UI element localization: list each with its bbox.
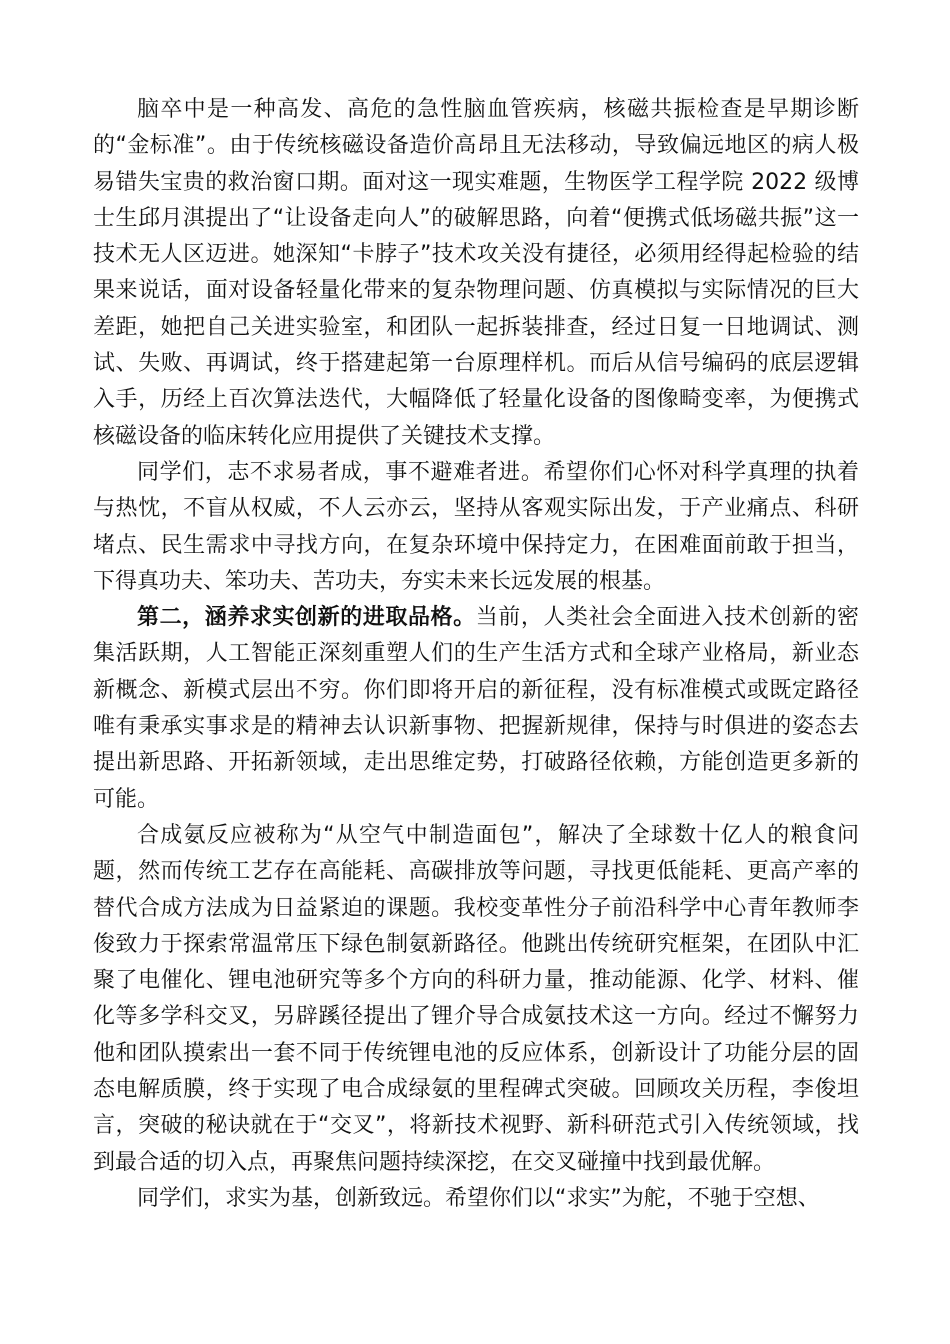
paragraph-students-exhortation-2 [93, 1181, 859, 1217]
paragraph-students-exhortation-1 [93, 455, 859, 600]
paragraph-stroke-mri [93, 92, 859, 455]
paragraph-text: 合成氨反应被称为“从空气中制造面包”，解决了全球数十亿人的粮食问题，然而传统工艺存在高能耗、高碳排放等问题，寻找更低能耗、更高产率的替代合成方法成为日益紧迫的课题。我校变革性分子前沿科学中心青年教师李俊致力于探索常温常压下绿色制氨新路径。他跳出传统研究框架，在团队中汇聚了电催化、锂电池研究等多个方向的科研力量，推动能源、化学、材料、催化等多学科交叉，另辟蹊径提出了锂介导合成氨技术这一方向。经过不懈努力他和团队摸索出一套不同于传统锂电池的反应体系，创新设计了功能分层的固态电解质膜，终于实现了电合成绿氨的里程碑式突破。回顾攻关历程，李俊坦言，突破的秘诀就在于“交叉”，将新技术视野、新科研范式引入传统领域，找到最合适的切入点，再聚焦问题持续深挖，在交叉碰撞中找到最优解。 [93, 822, 859, 1175]
document-body [93, 92, 859, 1217]
paragraph-second-point [93, 600, 859, 818]
paragraph-lead-heading: 第二，涵养求实创新的进取品格。 [137, 605, 476, 631]
paragraph-ammonia-synthesis [93, 818, 859, 1181]
paragraph-text: 脑卒中是一种高发、高危的急性脑血管疾病，核磁共振检查是早期诊断的“金标准”。由于传统核磁设备造价高昂且无法移动，导致偏远地区的病人极易错失宝贵的救治窗口期。面对这一现实难题，生物医学工程学院 2022 级博士生邱月淇提出了“让设备走向人”的破解思路，向着“便携式低场磁共振”这一技术无人区迈进。她深知“卡脖子”技术攻关没有捷径，必须用经得起检验的结果来说话，面对设备轻量化带来的复杂物理问题、仿真模拟与实际情况的巨大差距，她把自己关进实验室，和团队一起拆装排查，经过日复一日地调试、测试、失败、再调试，终于搭建起第一台原理样机。而后从信号编码的底层逻辑入手，历经上百次算法迭代，大幅降低了轻量化设备的图像畸变率，为便携式核磁设备的临床转化应用提供了关键技术支撑。 [93, 97, 859, 449]
paragraph-text: 当前，人类社会全面进入技术创新的密集活跃期，人工智能正深刻重塑人们的生产生活方式和全球产业格局，新业态新概念、新模式层出不穷。你们即将开启的新征程，没有标准模式或既定路径唯有秉承实事求是的精神去认识新事物、把握新规律，保持与时俱进的姿态去提出新思路、开拓新领域，走出思维定势，打破路径依赖，方能创造更多新的可能。 [93, 605, 859, 812]
paragraph-text: 同学们，求实为基，创新致远。希望你们以“求实”为舵，不驰于空想、 [137, 1185, 820, 1211]
paragraph-text: 同学们，志不求易者成，事不避难者进。希望你们心怀对科学真理的执着与热忱，不盲从权威，不人云亦云，坚持从客观实际出发，于产业痛点、科研堵点、民生需求中寻找方向，在复杂环境中保持定力，在困难面前敢于担当，下得真功夫、笨功夫、苦功夫，夯实未来长远发展的根基。 [93, 459, 859, 594]
